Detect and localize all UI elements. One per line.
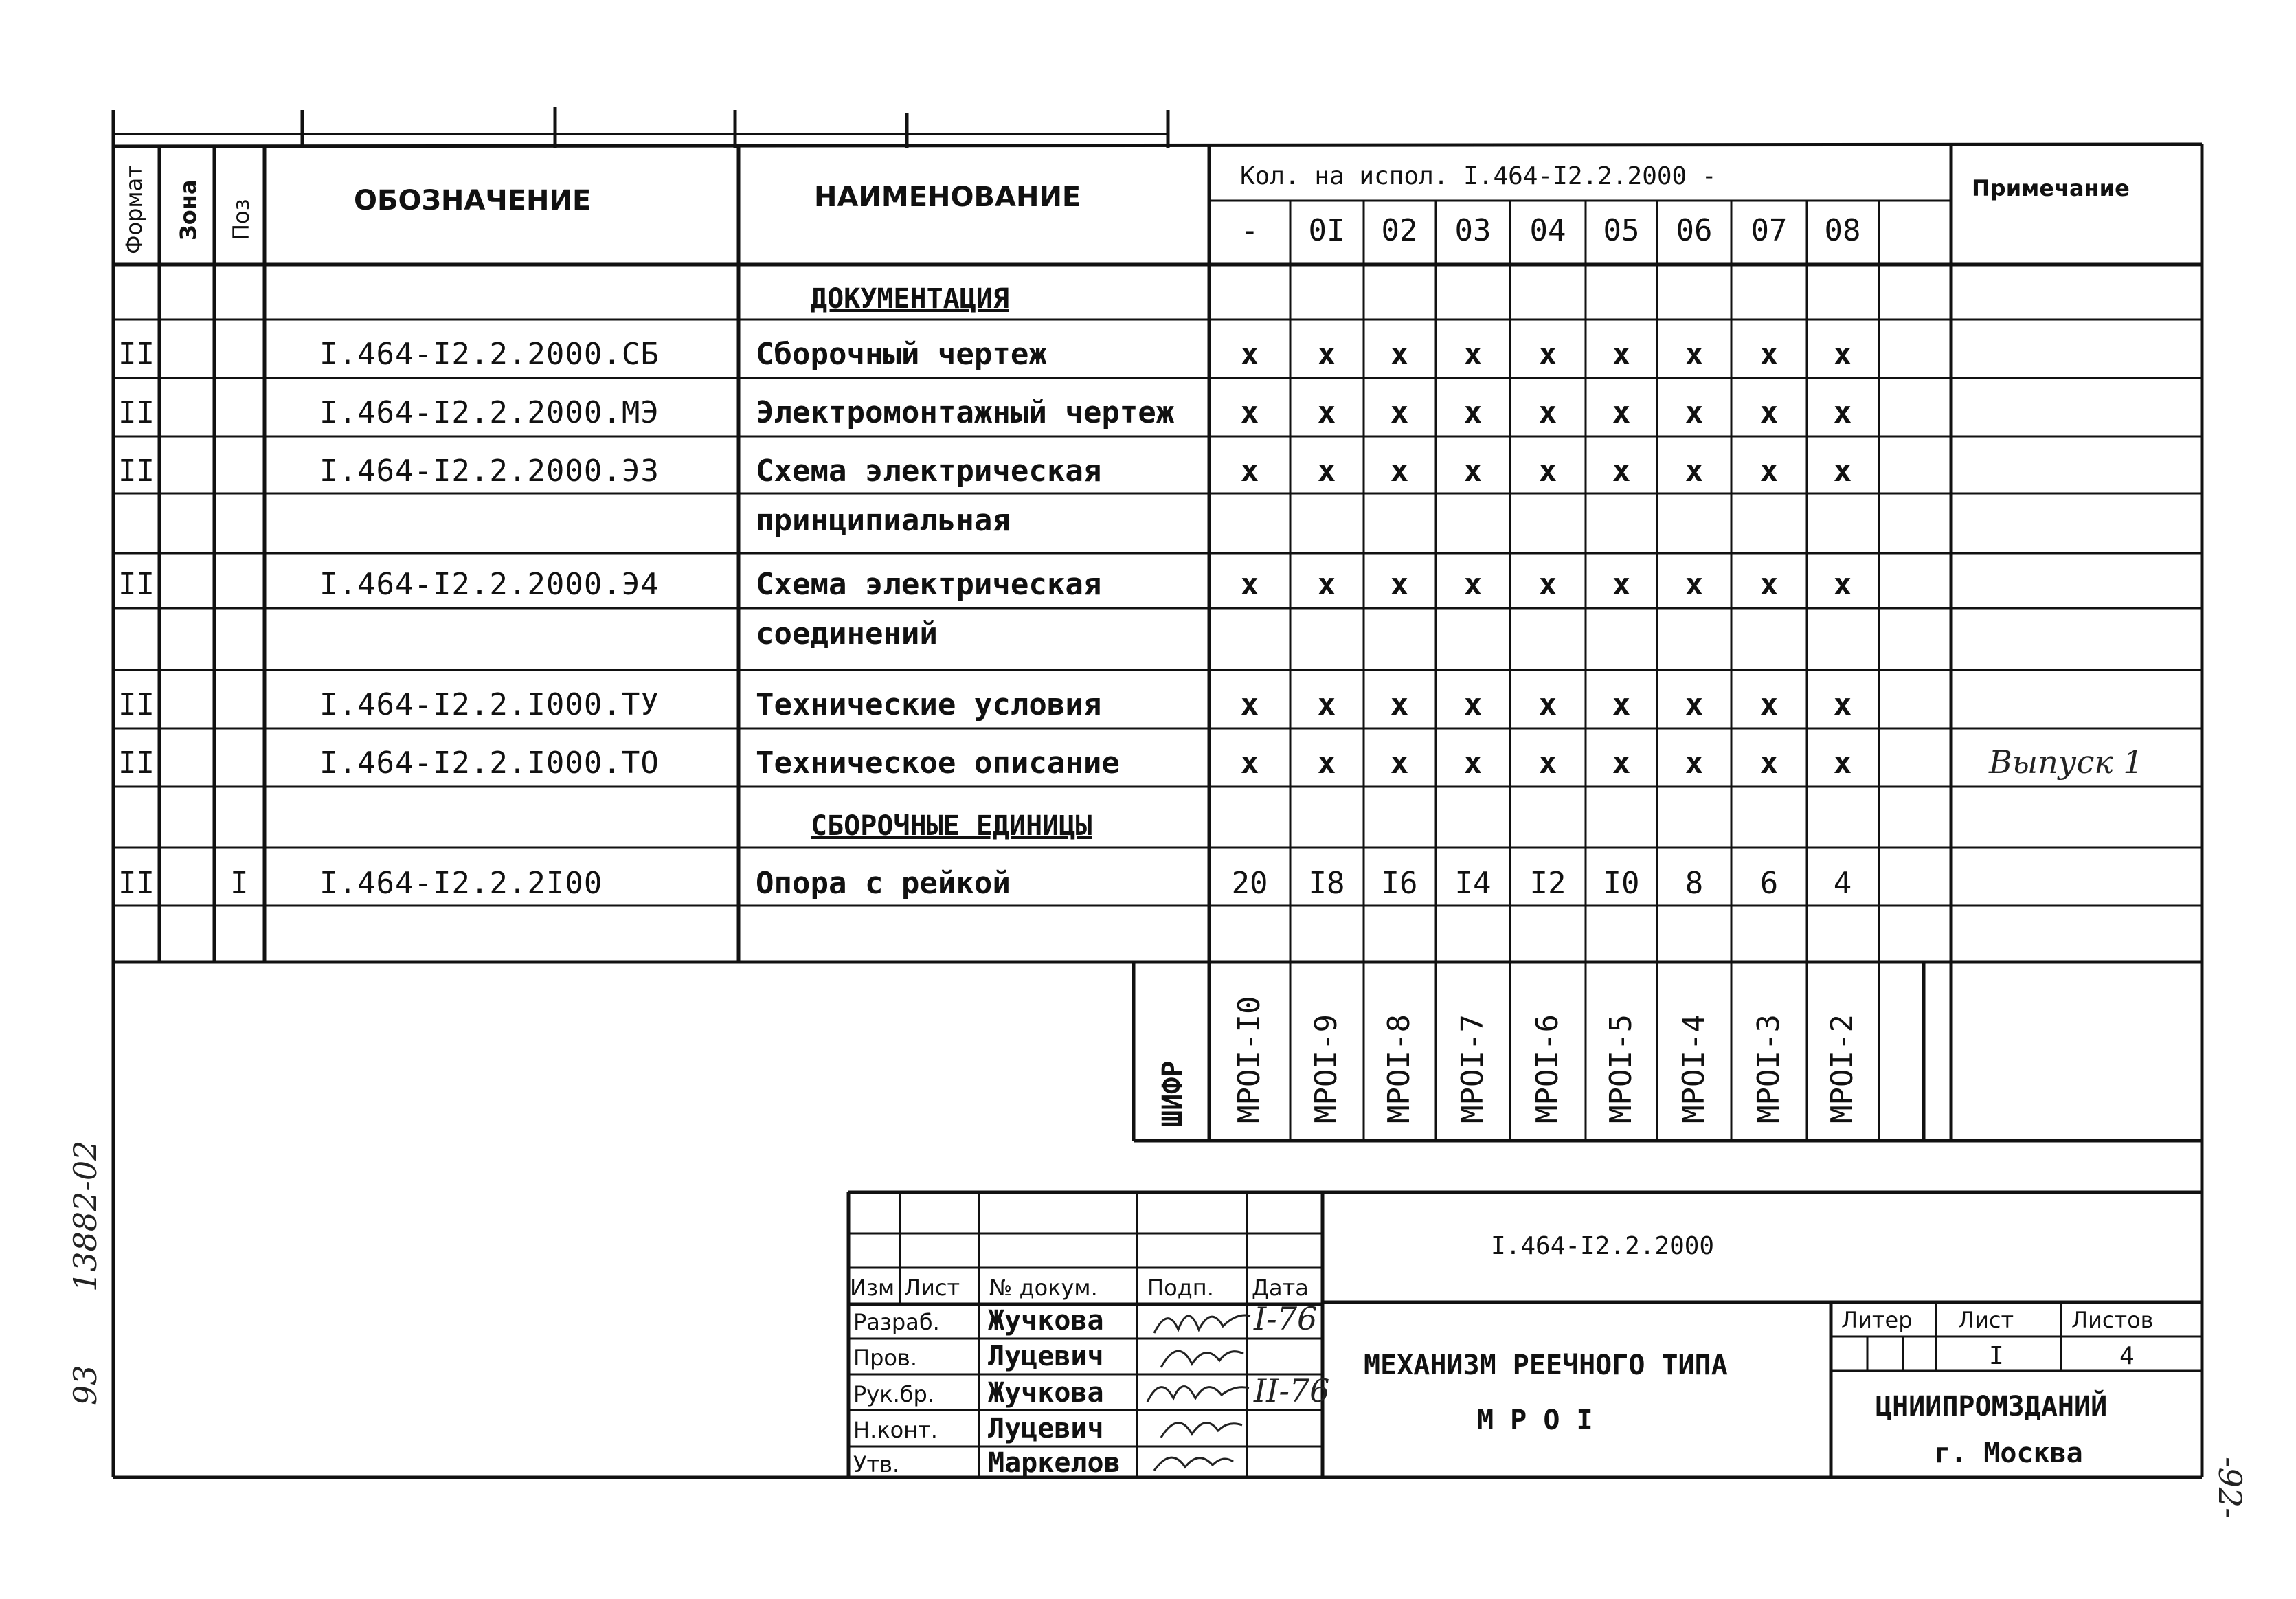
approval-name: Луцевич bbox=[988, 1413, 1104, 1444]
cipher-code: МРОI-5 bbox=[1603, 1014, 1639, 1123]
row-mark: x bbox=[1759, 454, 1779, 489]
title-block bbox=[113, 1175, 2202, 1479]
row-designation: I.464-I2.2.2I00 bbox=[319, 866, 603, 901]
title-line2: М Р О I bbox=[1477, 1405, 1593, 1436]
row-mark: I8 bbox=[1308, 866, 1345, 901]
cipher-code: МРОI-8 bbox=[1382, 1014, 1417, 1123]
row-mark: x bbox=[1240, 454, 1259, 489]
row-name: Электромонтажный чертеж bbox=[756, 395, 1175, 430]
table-row bbox=[118, 395, 1852, 430]
row-mark: x bbox=[1612, 395, 1631, 430]
row-mark: x bbox=[1833, 746, 1852, 781]
row-mark: x bbox=[1390, 454, 1409, 489]
sheets-value: 4 bbox=[2119, 1342, 2135, 1370]
row-mark: x bbox=[1538, 567, 1557, 602]
row-mark: x bbox=[1759, 337, 1779, 372]
cipher-code: МРОI-I0 bbox=[1232, 996, 1267, 1123]
row-mark: x bbox=[1612, 454, 1631, 489]
row-mark: x bbox=[1240, 567, 1259, 602]
row-mark: x bbox=[1463, 687, 1483, 722]
row-name: Опора с рейкой bbox=[756, 866, 1011, 901]
row-name-cont: соединений bbox=[756, 616, 938, 651]
variant-header: 04 bbox=[1529, 213, 1566, 248]
row-mark: x bbox=[1463, 395, 1483, 430]
variant-header: 06 bbox=[1676, 213, 1713, 248]
cipher-code: МРОI-2 bbox=[1825, 1014, 1860, 1123]
table-row bbox=[118, 687, 1852, 722]
col-designation-label: ОБОЗНАЧЕНИЕ bbox=[354, 185, 592, 216]
spec-rows bbox=[118, 337, 2143, 901]
title-line1: МЕХАНИЗМ РЕЕЧНОГО ТИПА bbox=[1364, 1350, 1728, 1381]
row-mark: 6 bbox=[1759, 866, 1779, 901]
table-row bbox=[118, 866, 1852, 901]
sheet-label: Лист bbox=[1958, 1307, 2014, 1333]
row-note: Выпуск 1 bbox=[1989, 743, 2143, 781]
row-mark: x bbox=[1390, 687, 1409, 722]
liter-label: Литер bbox=[1841, 1307, 1913, 1333]
row-name-cont: принципиальная bbox=[756, 503, 1011, 538]
row-mark: x bbox=[1685, 687, 1704, 722]
row-mark: x bbox=[1685, 454, 1704, 489]
approval-date: I-76 bbox=[1254, 1300, 1318, 1337]
approval-name: Жучкова bbox=[988, 1377, 1104, 1409]
approval-name: Маркелов bbox=[988, 1447, 1121, 1479]
row-mark: x bbox=[1317, 337, 1336, 372]
approval-role: Пров. bbox=[853, 1345, 917, 1371]
approval-role: Рук.бр. bbox=[853, 1381, 934, 1407]
row-mark: x bbox=[1240, 687, 1259, 722]
approval-date: II-76 bbox=[1254, 1372, 1330, 1409]
variant-header: 03 bbox=[1454, 213, 1492, 248]
variant-header: - bbox=[1240, 213, 1259, 248]
cipher-code: МРОI-9 bbox=[1309, 1014, 1344, 1123]
table-header bbox=[121, 162, 2130, 254]
variant-header: 0I bbox=[1308, 213, 1345, 248]
row-mark: x bbox=[1759, 746, 1779, 781]
approval-role: Утв. bbox=[853, 1451, 900, 1477]
row-mark: x bbox=[1612, 687, 1631, 722]
row-mark: x bbox=[1685, 567, 1704, 602]
row-format: II bbox=[118, 687, 155, 722]
row-format: II bbox=[118, 337, 155, 372]
approval-name: Жучкова bbox=[988, 1305, 1104, 1337]
row-mark: I4 bbox=[1454, 866, 1492, 901]
cipher-code: МРОI-3 bbox=[1751, 1014, 1786, 1123]
qty-title: Кол. на испол. I.464-I2.2.2000 - bbox=[1240, 162, 1717, 190]
row-mark: x bbox=[1759, 687, 1779, 722]
page-number-left: 93 bbox=[67, 1365, 104, 1405]
row-designation: I.464-I2.2.2000.МЭ bbox=[319, 395, 660, 430]
variant-header: 07 bbox=[1751, 213, 1788, 248]
row-mark: x bbox=[1685, 395, 1704, 430]
row-mark: x bbox=[1463, 454, 1483, 489]
row-mark: x bbox=[1538, 746, 1557, 781]
doc-code: I.464-I2.2.2000 bbox=[1491, 1232, 1715, 1260]
row-mark: x bbox=[1463, 567, 1483, 602]
cipher-block bbox=[1157, 996, 1860, 1127]
row-mark: I2 bbox=[1529, 866, 1566, 901]
row-format: II bbox=[118, 454, 155, 489]
variant-header: 08 bbox=[1824, 213, 1861, 248]
row-mark: x bbox=[1685, 337, 1704, 372]
row-mark: x bbox=[1759, 567, 1779, 602]
row-mark: x bbox=[1240, 746, 1259, 781]
sheet-value: I bbox=[1989, 1342, 2004, 1370]
section-documentation: ДОКУМЕНТАЦИЯ bbox=[811, 283, 1009, 315]
approvals-list bbox=[853, 1300, 1329, 1479]
table-row bbox=[118, 454, 1852, 538]
row-name: Техническое описание bbox=[756, 746, 1120, 781]
row-name: Схема электрическая bbox=[756, 454, 1102, 489]
row-mark: I6 bbox=[1381, 866, 1418, 901]
approval-row bbox=[853, 1372, 1329, 1409]
variant-headers bbox=[1241, 213, 1861, 248]
row-mark: x bbox=[1538, 337, 1557, 372]
row-mark: x bbox=[1612, 337, 1631, 372]
approval-row bbox=[853, 1447, 1121, 1479]
row-name: Схема электрическая bbox=[756, 567, 1102, 602]
row-mark: x bbox=[1240, 395, 1259, 430]
row-mark: x bbox=[1833, 687, 1852, 722]
row-mark: x bbox=[1612, 567, 1631, 602]
cipher-label: ШИФР bbox=[1157, 1060, 1189, 1127]
row-format: II bbox=[118, 567, 155, 602]
row-mark: x bbox=[1833, 337, 1852, 372]
page-number-right: -92- bbox=[2211, 1457, 2249, 1519]
row-mark: x bbox=[1463, 746, 1483, 781]
variant-header: 05 bbox=[1603, 213, 1640, 248]
row-mark: x bbox=[1317, 454, 1336, 489]
row-format: II bbox=[118, 746, 155, 781]
head-list: Лист bbox=[904, 1275, 960, 1301]
row-mark: x bbox=[1833, 567, 1852, 602]
row-mark: x bbox=[1538, 687, 1557, 722]
approval-role: Разраб. bbox=[853, 1309, 940, 1335]
org-line1: ЦНИИПРОМЗДАНИЙ bbox=[1876, 1391, 2108, 1422]
row-name: Технические условия bbox=[756, 687, 1102, 722]
row-mark: x bbox=[1759, 395, 1779, 430]
col-name-label: НАИМЕНОВАНИЕ bbox=[814, 181, 1081, 213]
top-ticks bbox=[113, 107, 1168, 148]
row-mark: x bbox=[1240, 337, 1259, 372]
col-format-label: Формат bbox=[121, 165, 147, 254]
approval-name: Луцевич bbox=[988, 1341, 1104, 1372]
row-mark: x bbox=[1317, 395, 1336, 430]
row-mark: x bbox=[1317, 687, 1336, 722]
row-designation: I.464-I2.2.I000.ТУ bbox=[319, 687, 660, 722]
row-mark: x bbox=[1833, 454, 1852, 489]
row-mark: x bbox=[1390, 746, 1409, 781]
row-mark: x bbox=[1390, 337, 1409, 372]
row-mark: x bbox=[1538, 454, 1557, 489]
row-format: II bbox=[118, 866, 155, 901]
approval-role: Н.конт. bbox=[853, 1417, 938, 1443]
inventory-number: 13882-02 bbox=[67, 1140, 104, 1292]
sheets-label: Листов bbox=[2071, 1307, 2154, 1333]
row-format: II bbox=[118, 395, 155, 430]
row-mark: x bbox=[1833, 395, 1852, 430]
row-designation: I.464-I2.2.2000.Э3 bbox=[319, 454, 660, 489]
row-mark: x bbox=[1463, 337, 1483, 372]
cipher-code: МРОI-4 bbox=[1676, 1014, 1711, 1123]
org-line2: г. Москва bbox=[1934, 1438, 2083, 1469]
cipher-code: МРОI-7 bbox=[1455, 1014, 1490, 1123]
row-name: Сборочный чертеж bbox=[756, 337, 1047, 372]
variant-header: 02 bbox=[1381, 213, 1418, 248]
row-designation: I.464-I2.2.I000.ТО bbox=[319, 746, 660, 781]
col-pos-label: Поз bbox=[228, 199, 254, 241]
row-mark: x bbox=[1612, 746, 1631, 781]
row-mark: I0 bbox=[1603, 866, 1640, 901]
row-mark: x bbox=[1685, 746, 1704, 781]
row-mark: x bbox=[1390, 567, 1409, 602]
head-date: Дата bbox=[1252, 1275, 1309, 1301]
cipher-code: МРОI-6 bbox=[1530, 1014, 1565, 1123]
table-row bbox=[118, 743, 2143, 781]
row-pos: I bbox=[230, 866, 249, 901]
row-mark: 8 bbox=[1685, 866, 1704, 901]
col-note-label: Примечание bbox=[1972, 175, 2130, 201]
table-row bbox=[118, 337, 1852, 372]
row-mark: x bbox=[1538, 395, 1557, 430]
row-mark: x bbox=[1317, 746, 1336, 781]
row-designation: I.464-I2.2.2000.Э4 bbox=[319, 567, 660, 602]
section-assembly-units: СБОРОЧНЫЕ ЕДИНИЦЫ bbox=[811, 810, 1092, 842]
cipher-codes bbox=[1232, 996, 1860, 1123]
row-mark: 4 bbox=[1833, 866, 1852, 901]
row-designation: I.464-I2.2.2000.СБ bbox=[319, 337, 660, 372]
row-mark: x bbox=[1390, 395, 1409, 430]
col-zone-label: Зона bbox=[175, 179, 201, 241]
head-sign: Подп. bbox=[1147, 1275, 1214, 1301]
row-mark: x bbox=[1317, 567, 1336, 602]
head-docnum: № докум. bbox=[989, 1275, 1098, 1301]
head-izm: Изм bbox=[850, 1275, 895, 1301]
row-mark: 20 bbox=[1231, 866, 1268, 901]
